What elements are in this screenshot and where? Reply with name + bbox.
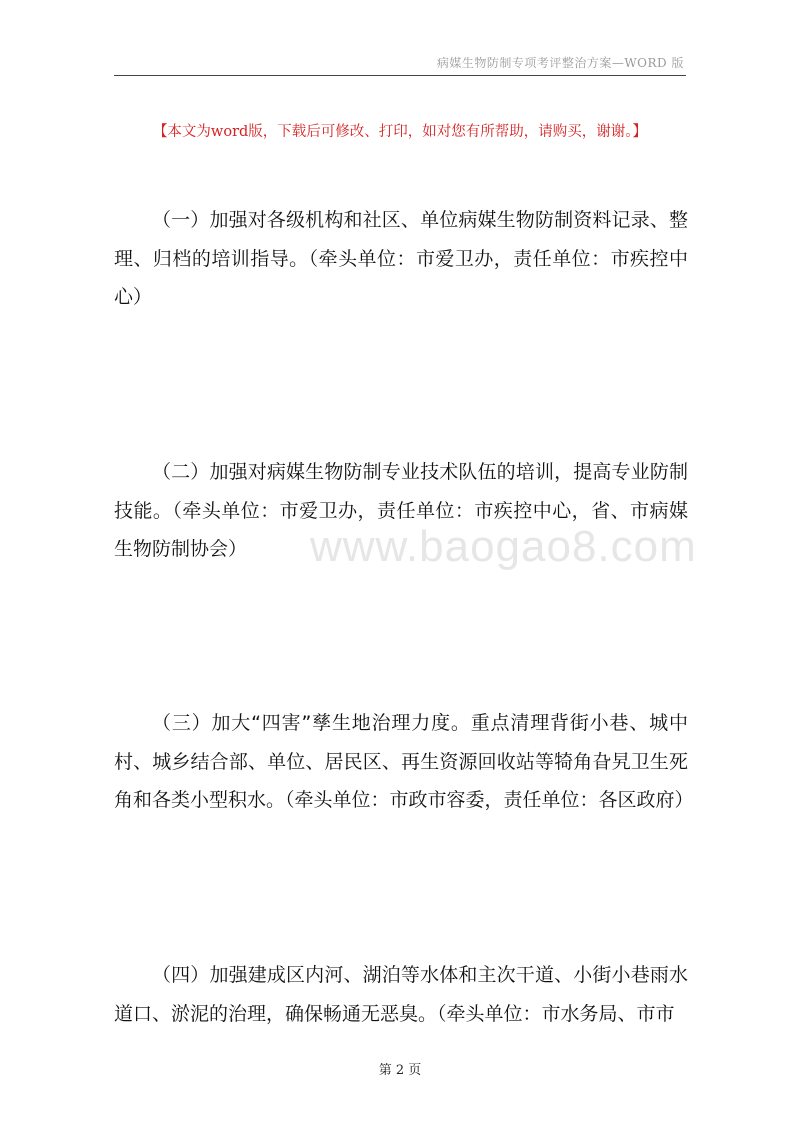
document-header-title: 病媒生物防制专项考评整治方案—WORD 版 [436, 56, 684, 70]
header-divider [114, 75, 686, 76]
page-number: 第 2 页 [378, 1063, 422, 1078]
paragraph-4: （四）加强建成区内河、湖泊等水体和主次干道、小街小巷雨水道口、淤泥的治理，确保畅通无恶臭。（牵头单位：市水务局、市市 [114, 964, 688, 1025]
watermark: www.baogao8.com [310, 522, 697, 571]
paragraph-3: （三）加大“四害”孳生地治理力度。重点清理背街小巷、城中村、城乡结合部、单位、居民区、再生资源回收站等犄角旮旯卫生死角和各类小型积水。（牵头单位：市政市容委，责任单位：各区政府） [114, 712, 694, 812]
purchase-notice: 【本文为word版，下载后可修改、打印，如对您有所帮助，请购买，谢谢。】 [152, 124, 648, 140]
paragraph-2: （二）加强对病媒生物防制专业技术队伍的培训，提高专业防制技能。（牵头单位：市爱卫办，责任单位：市疾控中心，省、市病媒生物防制协会） [114, 461, 688, 561]
paragraph-1: （一）加强对各级机构和社区、单位病媒生物防制资料记录、整理、归档的培训指导。（牵头单位：市爱卫办，责任单位：市疾控中心） [114, 209, 688, 309]
